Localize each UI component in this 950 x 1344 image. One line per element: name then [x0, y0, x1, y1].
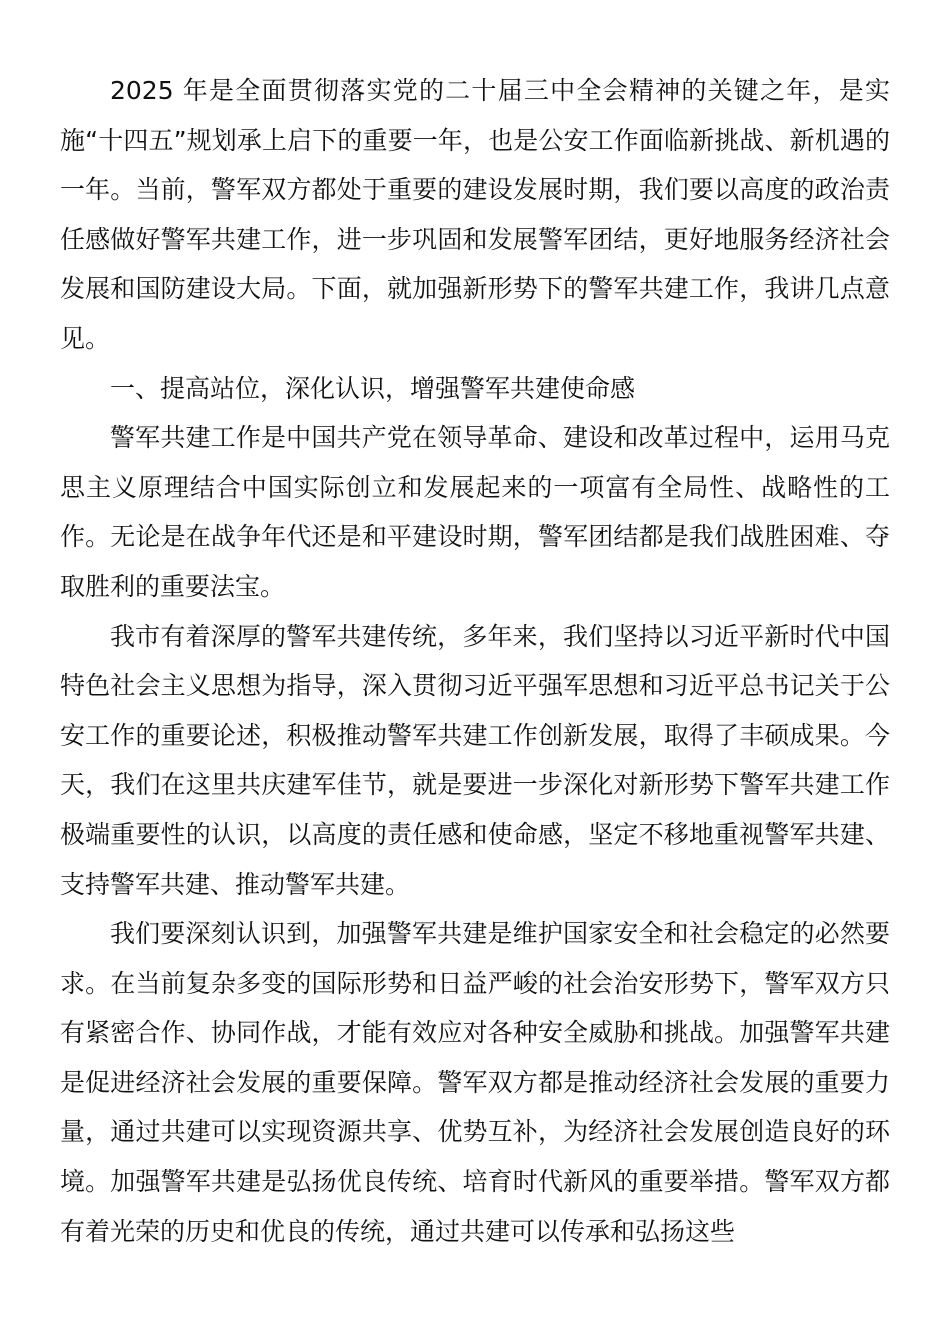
document-body	[60, 66, 890, 1256]
body-paragraph: 我市有着深厚的警军共建传统，多年来，我们坚持以习近平新时代中国特色社会主义思想为指导，深入贯彻习近平强军思想和习近平总书记关于公安工作的重要论述，积极推动警军共建工作创新发展，取得了丰硕成果。今天，我们在这里共庆建军佳节，就是要进一步深化对新形势下警军共建工作极端重要性的认识，以高度的责任感和使命感，坚定不移地重视警军共建、支持警军共建、推动警军共建。	[60, 621, 890, 899]
body-paragraph: 警军共建工作是中国共产党在领导革命、建设和改革过程中，运用马克思主义原理结合中国实际创立和发展起来的一项富有全局性、战略性的工作。无论是在战争年代还是和平建设时期，警军团结都是我们战胜困难、夺取胜利的重要法宝。	[60, 423, 890, 601]
section-heading-1: 一、提高站位，深化认识，增强警军共建使命感	[110, 373, 636, 403]
intro-paragraph: 2025 年是全面贯彻落实党的二十届三中全会精神的关键之年，是实施“十四五”规划承上启下的重要一年，也是公安工作面临新挑战、新机遇的一年。当前，警军双方都处于重要的建设发展时期，我们要以高度的政治责任感做好警军共建工作，进一步巩固和发展警军团结，更好地服务经济社会发展和国防建设大局。下面，就加强新形势下的警军共建工作，我讲几点意见。	[60, 76, 890, 353]
body-paragraph: 我们要深刻认识到，加强警军共建是维护国家安全和社会稳定的必然要求。在当前复杂多变的国际形势和日益严峻的社会治安形势下，警军双方只有紧密合作、协同作战，才能有效应对各种安全威胁和挑战。加强警军共建是促进经济社会发展的重要保障。警军双方都是推动经济社会发展的重要力量，通过共建可以实现资源共享、优势互补，为经济社会发展创造良好的环境。加强警军共建是弘扬优良传统、培育时代新风的重要举措。警军双方都有着光荣的历史和优良的传统，通过共建可以传承和弘扬这些	[60, 919, 890, 1246]
